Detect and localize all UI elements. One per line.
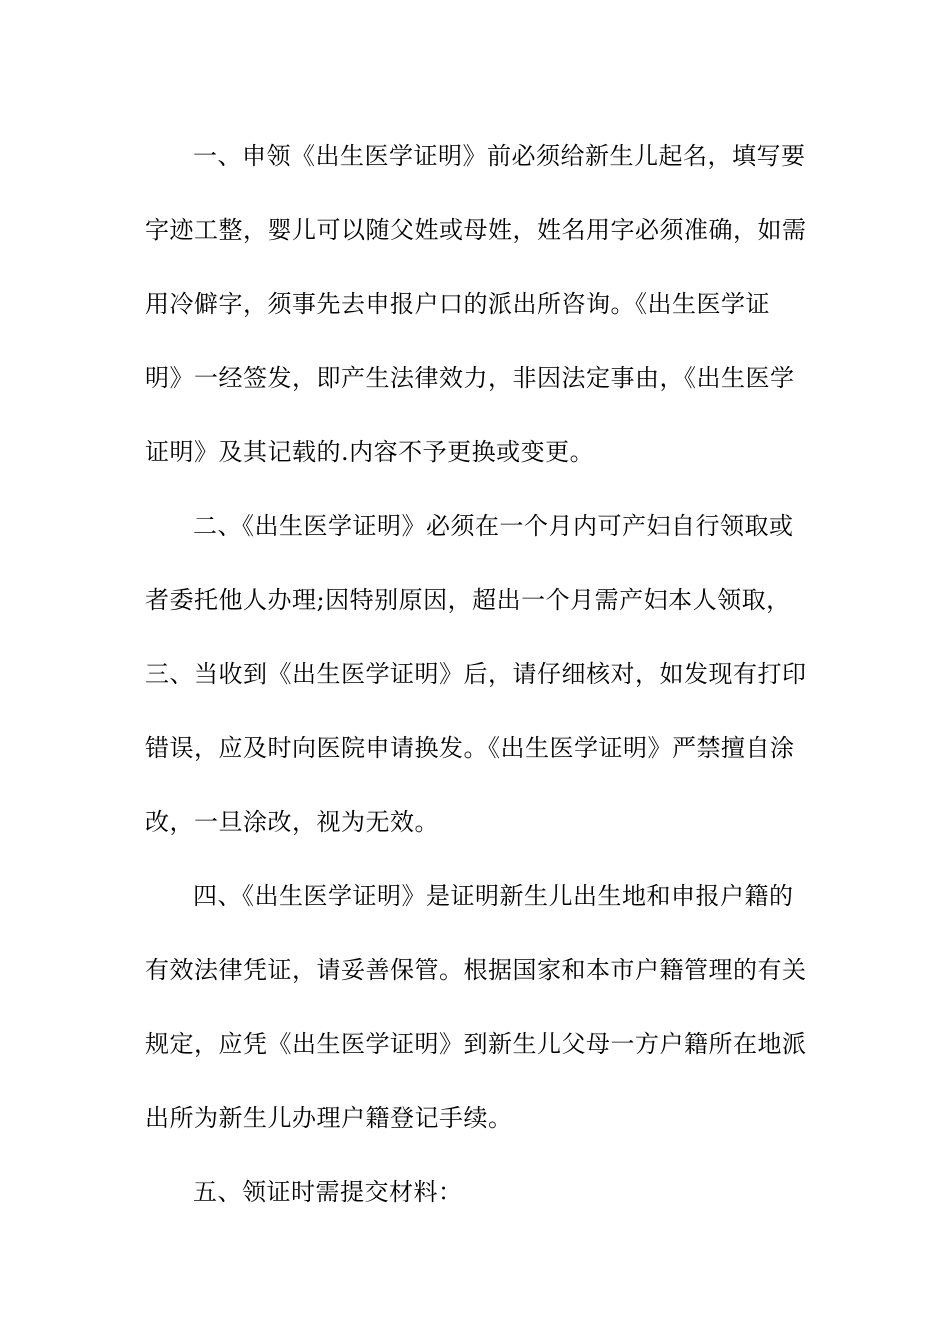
paragraph-line: 用冷僻字，须事先去申报户口的派出所咨询。《出生医学证 xyxy=(145,290,770,318)
paragraph-line: 明》一经签发，即产生法律效力，非因法定事由，《出生医学 xyxy=(145,364,795,392)
paragraph-line: 有效法律凭证，请妥善保管。根据国家和本市户籍管理的有关 xyxy=(145,956,807,984)
paragraph-line: 出所为新生儿办理户籍登记手续。 xyxy=(145,1104,513,1132)
paragraph-1 xyxy=(145,119,805,489)
document-body xyxy=(145,119,805,1229)
paragraph-line: 规定，应凭《出生医学证明》到新生儿父母一方户籍所在地派 xyxy=(145,1030,807,1058)
paragraph-line: 错误，应及时向医院申请换发。《出生医学证明》严禁擅自涂 xyxy=(145,734,795,762)
paragraph-2 xyxy=(145,489,805,637)
paragraph-5 xyxy=(145,1155,805,1229)
paragraph-3 xyxy=(145,637,805,859)
paragraph-line: 一、申领《出生医学证明》前必须给新生儿起名，填写要 xyxy=(193,142,806,170)
paragraph-line: 五、领证时需提交材料： xyxy=(193,1178,463,1206)
paragraph-line: 四、《出生医学证明》是证明新生儿出生地和申报户籍的 xyxy=(193,882,794,910)
paragraph-line: 者委托他人办理;因特别原因，超出一个月需产妇本人领取， xyxy=(145,586,791,614)
paragraph-line: 三、当收到《出生医学证明》后，请仔细核对，如发现有打印 xyxy=(145,660,807,688)
paragraph-line: 字迹工整，婴儿可以随父姓或母姓，姓名用字必须准确，如需 xyxy=(145,216,807,244)
paragraph-line: 二、《出生医学证明》必须在一个月内可产妇自行领取或 xyxy=(193,512,794,540)
paragraph-line: 证明》及其记载的.内容不予更换或变更。 xyxy=(145,438,595,466)
paragraph-4 xyxy=(145,859,805,1155)
paragraph-line: 改，一旦涂改，视为无效。 xyxy=(145,808,439,836)
